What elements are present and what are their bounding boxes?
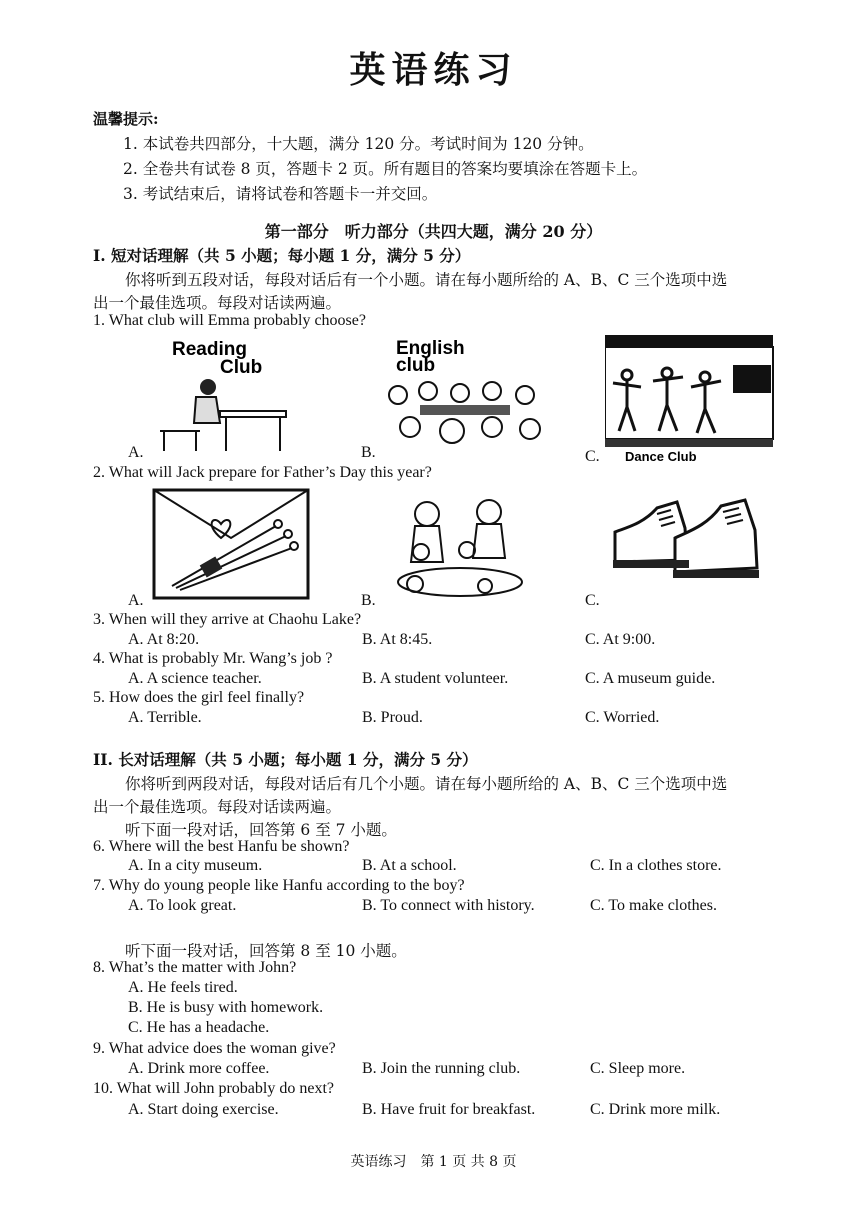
family-picnic-image — [385, 492, 535, 600]
option-b: B. To connect with history. — [362, 897, 535, 914]
option-a: A. Terrible. — [128, 709, 202, 726]
image-caption: English — [396, 338, 465, 359]
option-b: B. At a school. — [362, 857, 457, 874]
question-text: 5. How does the girl feel finally? — [93, 689, 305, 706]
option-label: B. — [361, 592, 376, 609]
question-text: 10. What will John probably do next? — [93, 1080, 334, 1097]
option-c: C. At 9:00. — [585, 631, 656, 648]
part-heading: 第一部分 听力部分（共四大题，满分 20 分） — [264, 222, 603, 241]
option-b: B. A student volunteer. — [362, 670, 509, 687]
page-title: 英语练习 — [349, 49, 518, 91]
question-text: 8. What’s the matter with John? — [93, 959, 297, 976]
image-caption: club — [396, 355, 436, 376]
option-c: C. In a clothes store. — [590, 857, 722, 874]
image-caption: Club — [220, 357, 263, 378]
image-caption: Reading — [172, 339, 247, 360]
tip-item: 3. 考试结束后，请将试卷和答题卡一并交回。 — [123, 185, 438, 203]
option-c: C. Sleep more. — [590, 1060, 686, 1077]
card-flowers-image — [152, 488, 310, 600]
option-a: A. In a city museum. — [128, 857, 263, 874]
option-a: A. To look great. — [128, 897, 237, 914]
question-text: 3. When will they arrive at Chaohu Lake? — [93, 611, 362, 628]
option-c: C. Worried. — [585, 709, 660, 726]
option-label: B. — [361, 444, 376, 461]
tip-item: 1. 本试卷共四部分，十大题，满分 120 分。考试时间为 120 分钟。 — [123, 135, 594, 153]
option-b: B. Have fruit for breakfast. — [362, 1101, 536, 1118]
instruction: 你将听到两段对话，每段对话后有几个小题。请在每小题所给的 A、B、C 三个选项中选 — [125, 775, 728, 793]
question-text: 9. What advice does the woman give? — [93, 1040, 336, 1057]
listen-instruction: 听下面一段对话，回答第 8 至 10 小题。 — [125, 942, 407, 960]
option-a: A. He feels tired. — [128, 979, 238, 996]
question-text: 4. What is probably Mr. Wang’s job ? — [93, 650, 333, 667]
page-footer: 英语练习 第 1 页 共 8 页 — [350, 1154, 517, 1170]
english-club-image — [380, 335, 550, 453]
tip-item: 2. 全卷共有试卷 8 页，答题卡 2 页。所有题目的答案均要填涂在答题卡上。 — [123, 160, 648, 178]
listen-instruction: 听下面一段对话，回答第 6 至 7 小题。 — [125, 821, 397, 839]
option-b: B. Proud. — [362, 709, 423, 726]
question-text: 7. Why do young people like Hanfu according to the boy? — [93, 877, 465, 894]
option-a: A. Start doing exercise. — [128, 1101, 279, 1118]
option-a: A. Drink more coffee. — [128, 1060, 270, 1077]
image-caption: Dance Club — [625, 449, 697, 464]
option-label: C. — [585, 448, 600, 465]
instruction: 出一个最佳选项。每段对话读两遍。 — [93, 798, 342, 816]
option-b: B. He is busy with homework. — [128, 999, 324, 1016]
option-a: A. A science teacher. — [128, 670, 262, 687]
option-c: C. He has a headache. — [128, 1019, 270, 1036]
option-a: A. At 8:20. — [128, 631, 200, 648]
option-c: C. To make clothes. — [590, 897, 718, 914]
section-heading: I. 短对话理解（共 5 小题；每小题 1 分，满分 5 分） — [93, 246, 471, 265]
question-text: 2. What will Jack prepare for Father’s Day this year? — [93, 464, 432, 481]
instruction: 你将听到五段对话，每段对话后有一个小题。请在每小题所给的 A、B、C 三个选项中选 — [125, 271, 728, 289]
question-text: 1. What club will Emma probably choose? — [93, 312, 366, 329]
boots-image — [605, 488, 775, 588]
dance-club-image — [605, 335, 775, 465]
question-text: 6. Where will the best Hanfu be shown? — [93, 838, 350, 855]
reading-club-image — [150, 335, 310, 453]
option-label: A. — [128, 592, 144, 609]
option-c: C. A museum guide. — [585, 670, 716, 687]
option-c: C. Drink more milk. — [590, 1101, 721, 1118]
option-label: A. — [128, 444, 144, 461]
section-heading: II. 长对话理解（共 5 小题；每小题 1 分，满分 5 分） — [93, 750, 478, 769]
option-b: B. At 8:45. — [362, 631, 433, 648]
tips-heading: 温馨提示: — [93, 110, 159, 128]
instruction: 出一个最佳选项。每段对话读两遍。 — [93, 294, 342, 312]
option-label: C. — [585, 592, 600, 609]
option-b: B. Join the running club. — [362, 1060, 521, 1077]
